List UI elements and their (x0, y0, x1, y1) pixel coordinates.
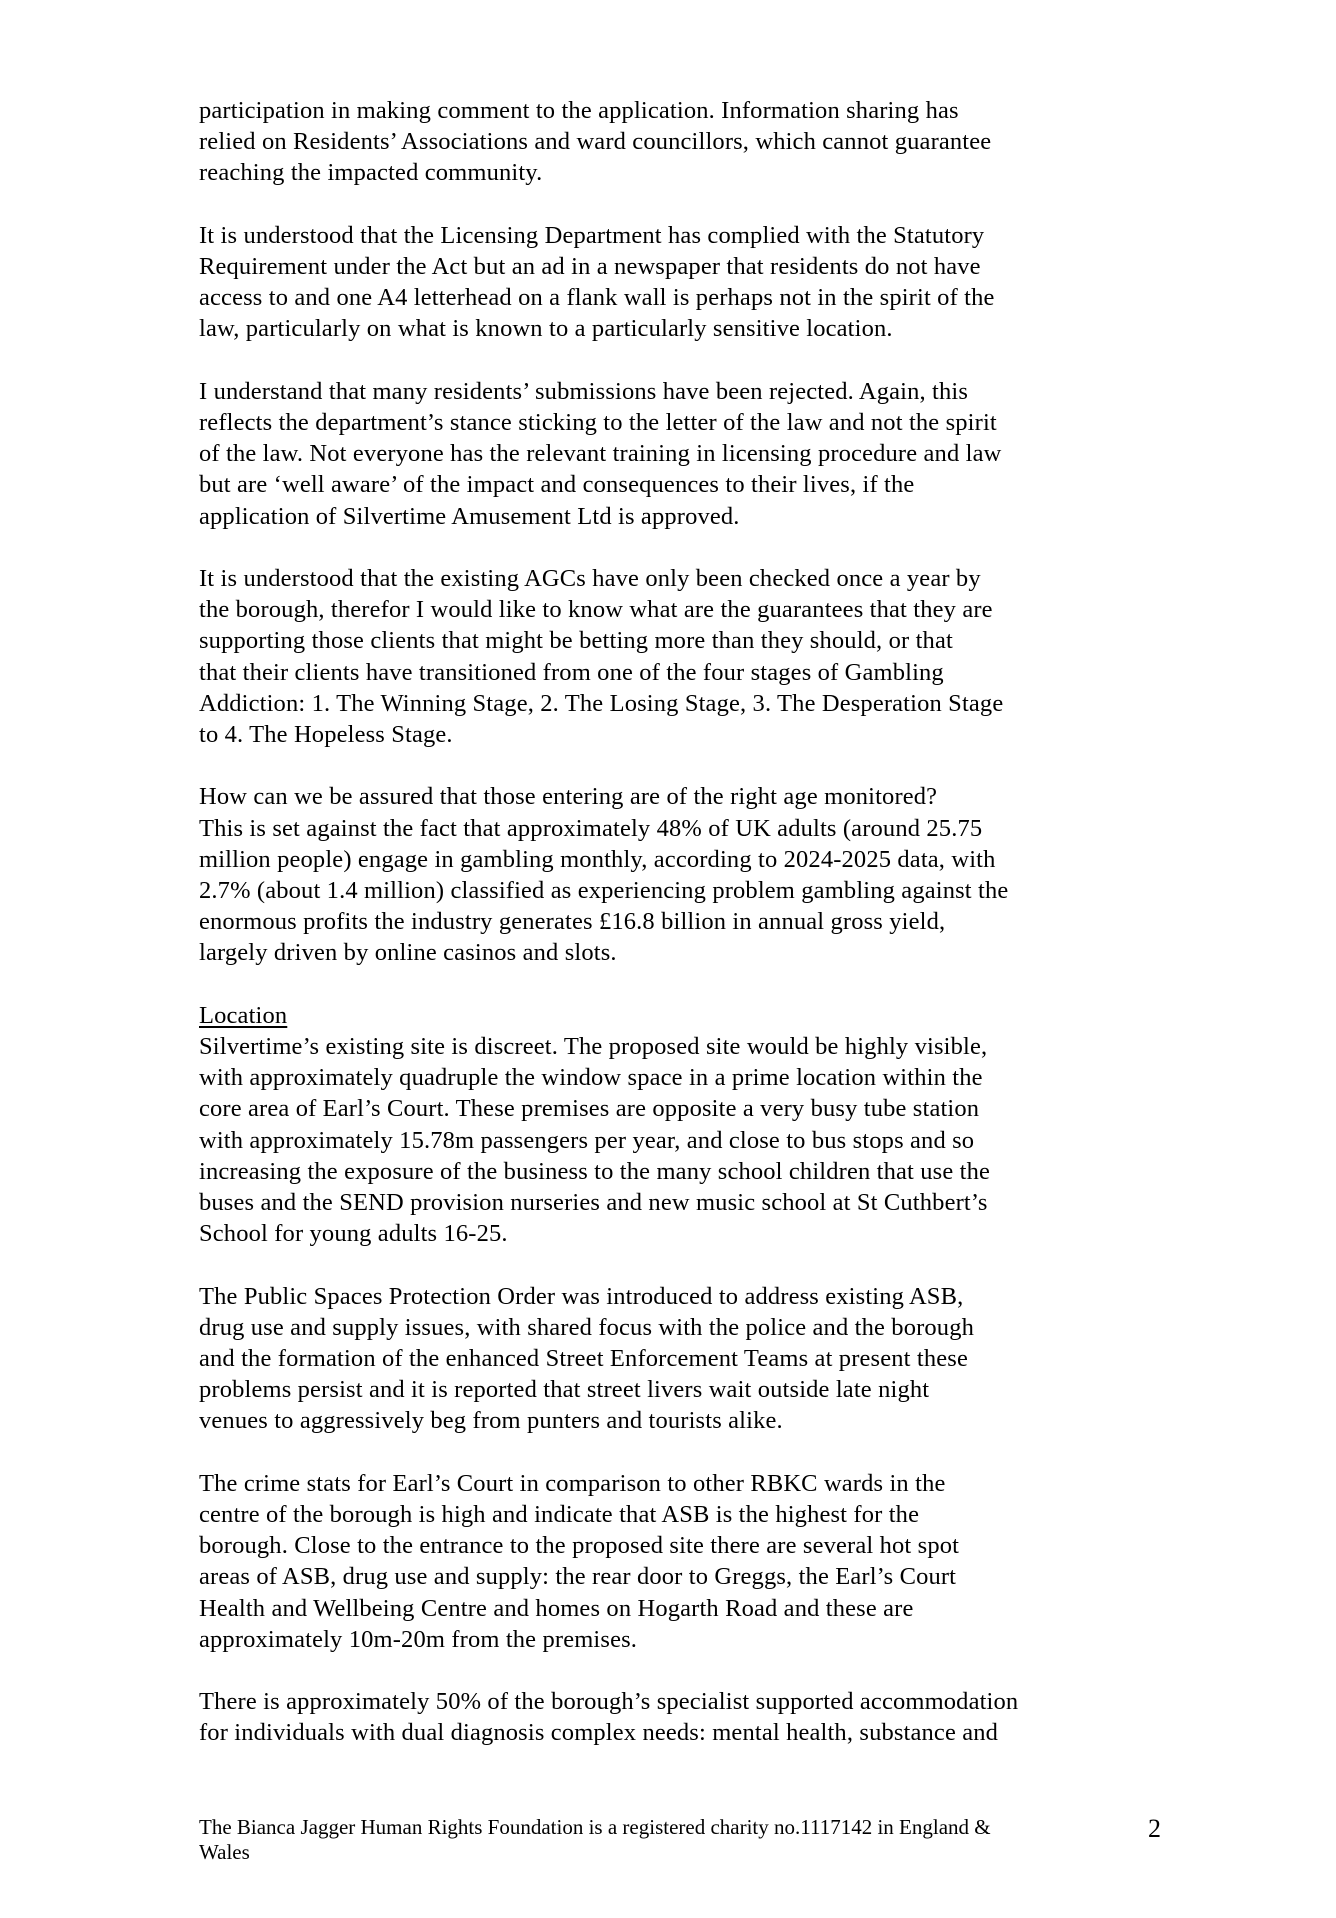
text-line: The Public Spaces Protection Order was introduced to address existing ASB, (199, 1282, 964, 1310)
text-line: drug use and supply issues, with shared focus with the police and the borough (199, 1313, 974, 1341)
text-line: application of Silvertime Amusement Ltd is approved. (199, 502, 740, 530)
text-line: buses and the SEND provision nurseries and new music school at St Cuthbert’s (199, 1189, 988, 1217)
text-line: access to and one A4 letterhead on a flank wall is perhaps not in the spirit of the (199, 284, 995, 312)
text-line: venues to aggressively beg from punters and tourists alike. (199, 1407, 783, 1435)
text-line: borough. Close to the entrance to the proposed site there are several hot spot (199, 1532, 960, 1560)
text-line: I understand that many residents’ submissions have been rejected. Again, this (199, 377, 969, 405)
text-line: It is understood that the Licensing Department has complied with the Statutory (199, 221, 985, 249)
text-line: to 4. The Hopeless Stage. (199, 721, 453, 749)
text-line: largely driven by online casinos and slots. (199, 939, 617, 967)
footer-charity-notice (199, 1815, 1099, 1865)
footer-line: The Bianca Jagger Human Rights Foundation is a registered charity no.1117142 in England & (199, 1815, 991, 1839)
text-line: reflects the department’s stance sticking to the letter of the law and not the spirit (199, 409, 997, 436)
text-line: areas of ASB, drug use and supply: the rear door to Greggs, the Earl’s Court (199, 1563, 957, 1591)
text-line: This is set against the fact that approximately 48% of UK adults (around 25.75 (199, 814, 983, 842)
text-line: participation in making comment to the application. Information sharing has (199, 97, 959, 124)
text-line: The crime stats for Earl’s Court in comparison to other RBKC wards in the (199, 1469, 946, 1497)
text-line: million people) engage in gambling monthly, according to 2024-2025 data, with (199, 845, 996, 873)
text-line: relied on Residents’ Associations and ward councillors, which cannot guarantee (199, 128, 992, 156)
page-number: 2 (1148, 1814, 1161, 1843)
text-line: Addiction: 1. The Winning Stage, 2. The Losing Stage, 3. The Desperation Stage (199, 689, 1004, 717)
text-line: problems persist and it is reported that street livers wait outside late night (199, 1376, 930, 1404)
section-location (199, 1000, 1184, 1250)
paragraph (199, 563, 1184, 750)
text-line: School for young adults 16-25. (199, 1220, 508, 1248)
text-line: law, particularly on what is known to a particularly sensitive location. (199, 315, 893, 343)
text-line: and the formation of the enhanced Street Enforcement Teams at present these (199, 1345, 968, 1373)
paragraph (199, 376, 1184, 532)
paragraph (199, 1686, 1184, 1748)
text-line: but are ‘well aware’ of the impact and consequences to their lives, if the (199, 471, 915, 499)
text-line: enormous profits the industry generates £16.8 billion in annual gross yield, (199, 908, 946, 936)
paragraph (199, 781, 1184, 968)
text-line: How can we be assured that those entering are of the right age monitored? (199, 783, 938, 811)
footer-line: Wales (199, 1840, 250, 1864)
text-line: of the law. Not everyone has the relevant training in licensing procedure and law (199, 440, 1002, 468)
paragraph (199, 1281, 1184, 1437)
text-line: It is understood that the existing AGCs have only been checked once a year by (199, 565, 981, 592)
text-line: increasing the exposure of the business to the many school children that use the (199, 1157, 991, 1185)
text-line: with approximately quadruple the window space in a prime location within the (199, 1064, 983, 1092)
text-line: 2.7% (about 1.4 million) classified as experiencing problem gambling against the (199, 877, 1009, 905)
text-line: There is approximately 50% of the borough’s specialist supported accommodation (199, 1688, 1019, 1716)
text-line: Silvertime’s existing site is discreet. The proposed site would be highly visible, (199, 1033, 988, 1061)
text-line: centre of the borough is high and indicate that ASB is the highest for the (199, 1501, 920, 1529)
section-heading: Location (199, 1001, 288, 1029)
text-line: Health and Wellbeing Centre and homes on Hogarth Road and these are (199, 1594, 914, 1622)
text-line: that their clients have transitioned from one of the four stages of Gambling (199, 658, 944, 686)
paragraph (199, 95, 1184, 189)
paragraph (199, 220, 1184, 345)
body-text (199, 95, 1184, 1780)
text-line: the borough, therefor I would like to know what are the guarantees that they are (199, 596, 993, 624)
text-line: Requirement under the Act but an ad in a newspaper that residents do not have (199, 253, 981, 280)
text-line: approximately 10m-20m from the premises. (199, 1625, 638, 1653)
text-line: supporting those clients that might be betting more than they should, or that (199, 627, 953, 655)
text-line: for individuals with dual diagnosis complex needs: mental health, substance and (199, 1719, 999, 1747)
text-line: reaching the impacted community. (199, 159, 543, 187)
paragraph (199, 1468, 1184, 1655)
text-line: core area of Earl’s Court. These premises are opposite a very busy tube station (199, 1095, 980, 1123)
text-line: with approximately 15.78m passengers per year, and close to bus stops and so (199, 1126, 975, 1154)
